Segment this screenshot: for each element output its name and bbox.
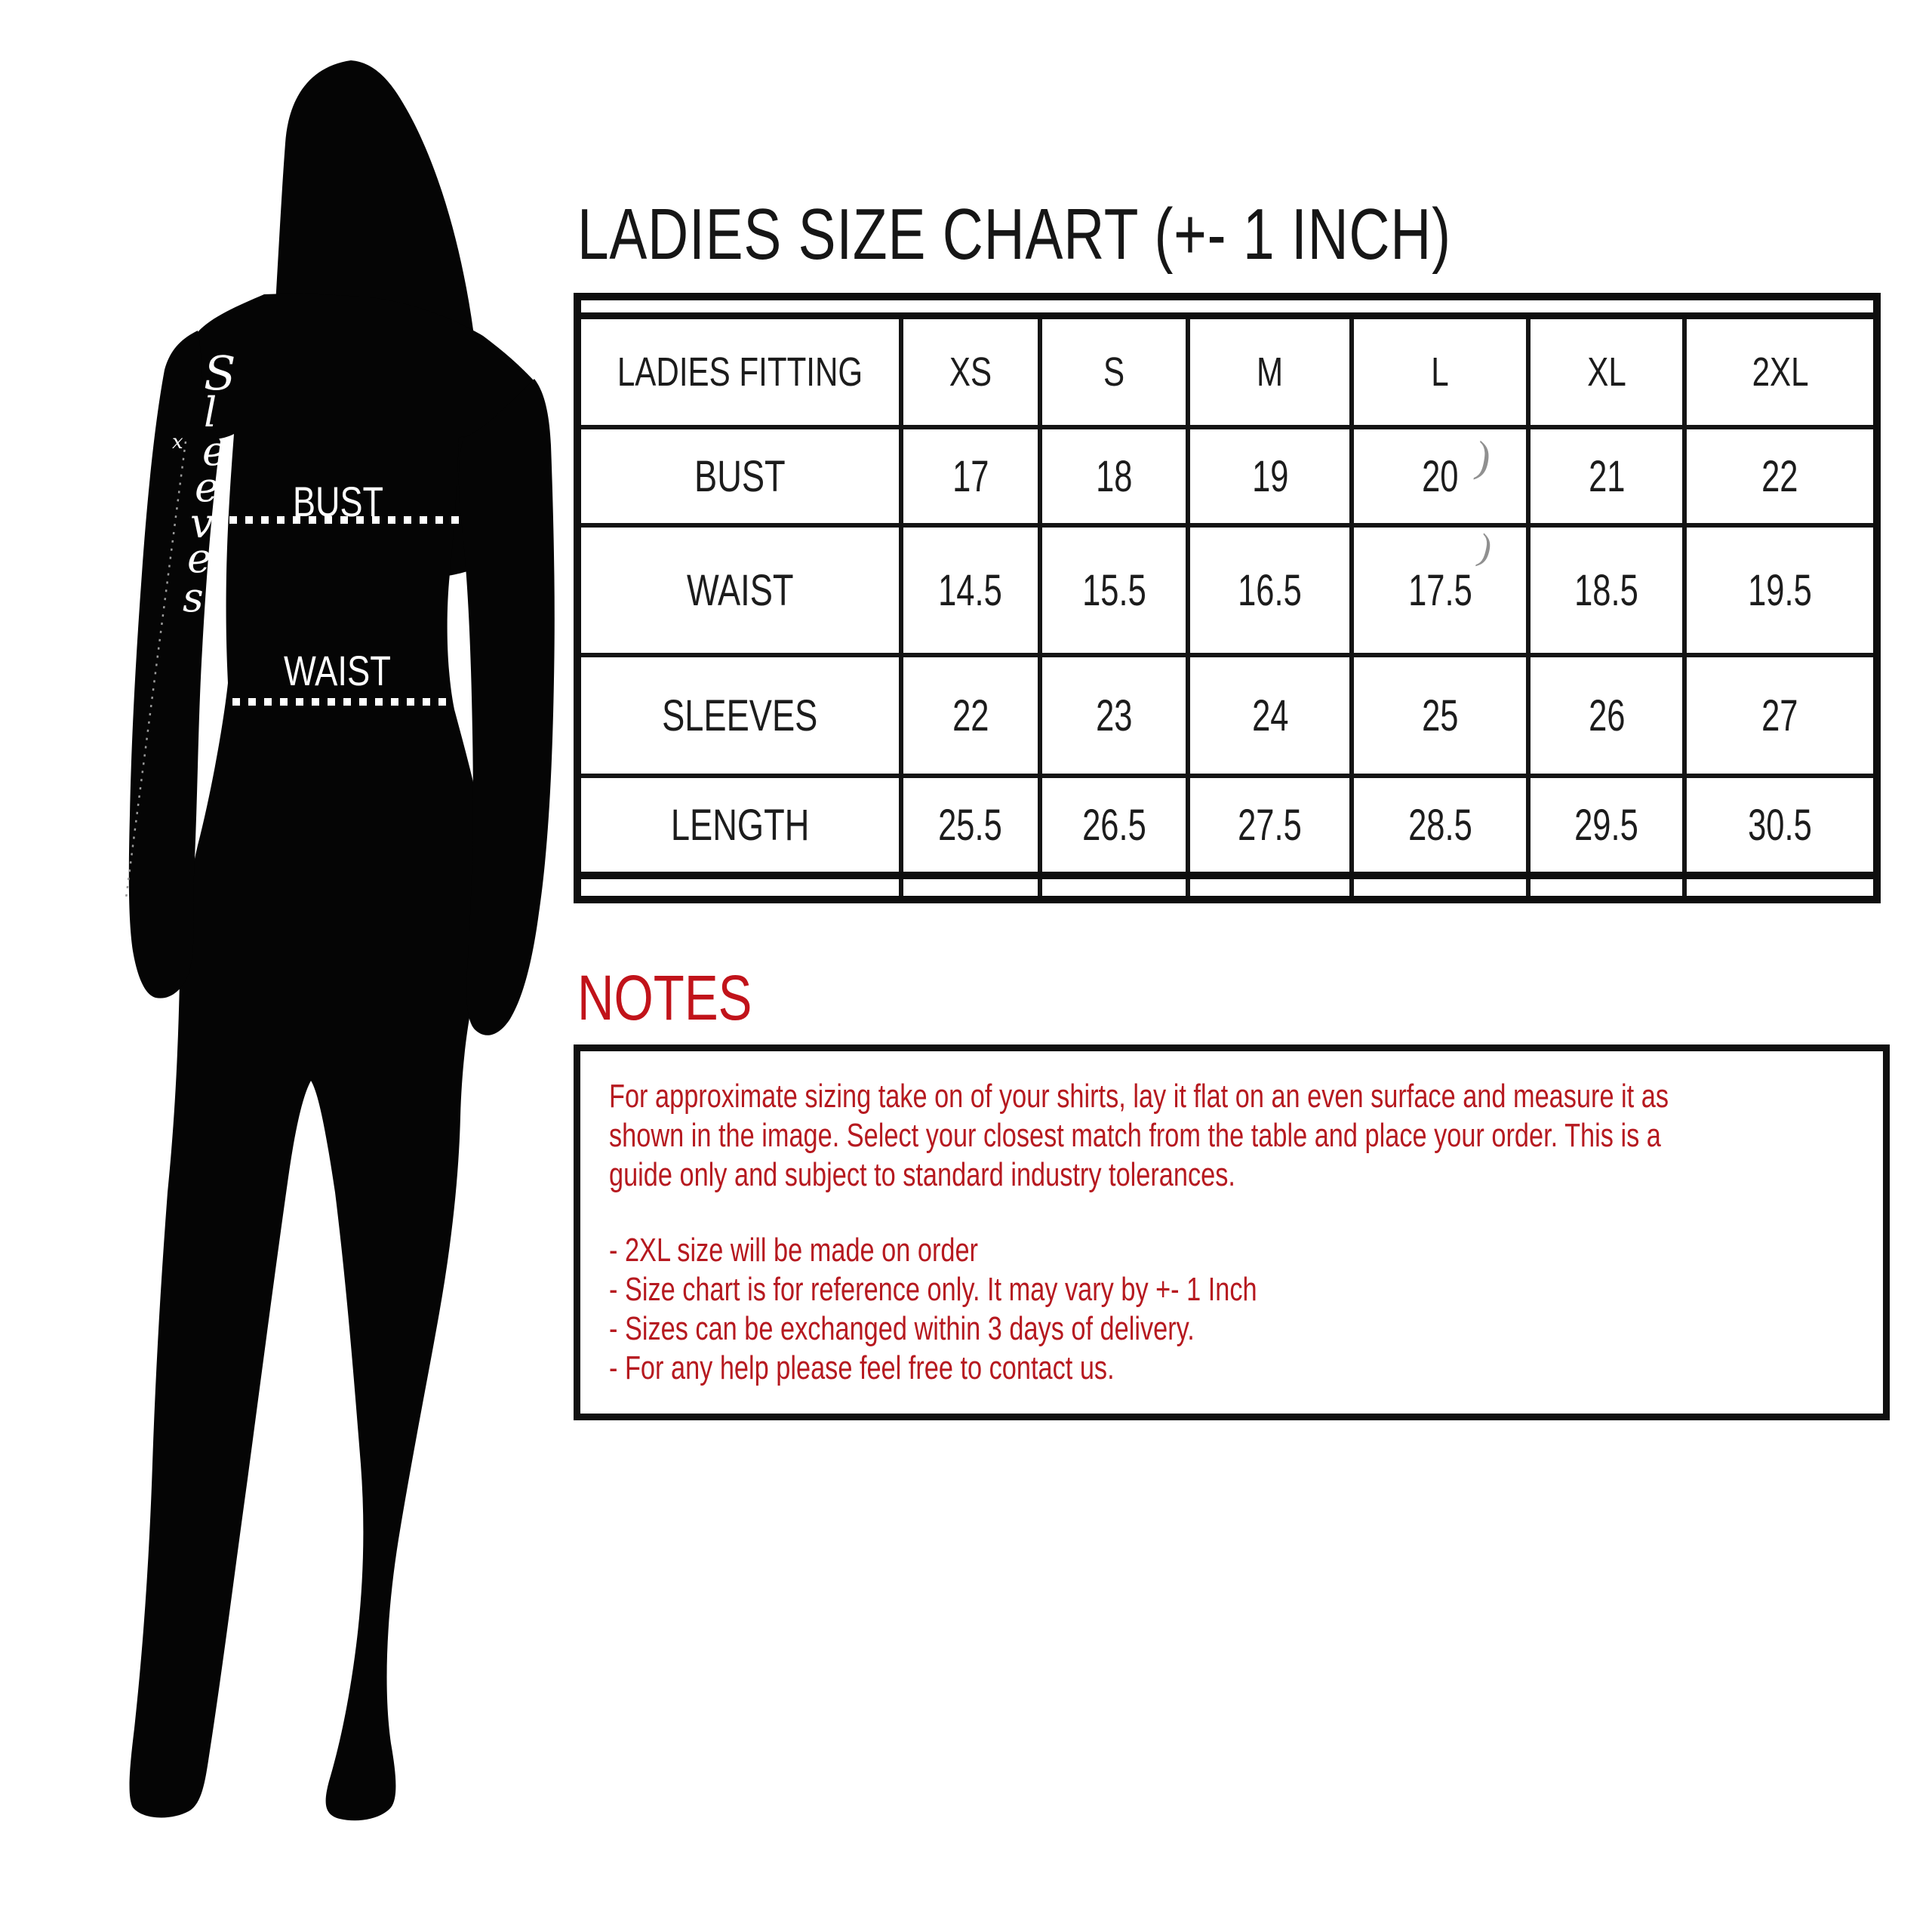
size-cell bbox=[1684, 776, 1877, 875]
col-header-label: LADIES FITTING bbox=[617, 349, 863, 395]
size-value: 25 bbox=[1422, 691, 1459, 740]
row-label-length bbox=[577, 776, 901, 875]
table-row-bust bbox=[577, 427, 1877, 525]
size-value: 26 bbox=[1588, 691, 1625, 740]
sleeve-letter: s bbox=[183, 574, 204, 621]
size-cell bbox=[1684, 655, 1877, 776]
ladies-size-table bbox=[574, 293, 1881, 903]
notes-bullet: - Sizes can be exchanged within 3 days of delivery. bbox=[609, 1310, 1195, 1347]
size-cell bbox=[1040, 525, 1188, 655]
size-cell bbox=[1352, 776, 1528, 875]
col-header-s bbox=[1040, 316, 1188, 428]
row-label: BUST bbox=[694, 451, 786, 501]
size-value: 28.5 bbox=[1408, 800, 1472, 850]
size-cell bbox=[1188, 776, 1352, 875]
sleeve-letter: e bbox=[187, 534, 211, 582]
col-header-m bbox=[1188, 316, 1352, 428]
size-cell bbox=[1040, 427, 1188, 525]
size-cell bbox=[901, 776, 1040, 875]
notes-paragraph-line: shown in the image. Select your closest match from the table and place your order. This is a bbox=[609, 1117, 1661, 1154]
size-value: 27 bbox=[1761, 691, 1798, 740]
size-cell bbox=[901, 427, 1040, 525]
notes-heading: NOTES bbox=[577, 962, 752, 1033]
notes-paragraph-line: For approximate sizing take on of your shirts, lay it flat on an even surface and measure it as bbox=[609, 1078, 1669, 1115]
col-header-fitting bbox=[577, 316, 901, 428]
size-cell bbox=[1188, 525, 1352, 655]
row-label: WAIST bbox=[686, 565, 794, 615]
size-value: 29.5 bbox=[1574, 800, 1639, 850]
size-cell bbox=[1188, 427, 1352, 525]
size-value: 22 bbox=[952, 691, 989, 740]
size-table bbox=[574, 293, 1881, 903]
size-cell bbox=[1352, 427, 1528, 525]
col-header-l bbox=[1352, 316, 1528, 428]
size-value: 24 bbox=[1251, 691, 1288, 740]
col-header-label: L bbox=[1431, 349, 1450, 395]
size-value: 19 bbox=[1251, 451, 1288, 501]
table-bottom-rule-cell bbox=[577, 875, 901, 900]
size-value: 23 bbox=[1095, 691, 1133, 740]
size-value: 15.5 bbox=[1081, 565, 1146, 615]
size-cell bbox=[1528, 776, 1684, 875]
col-header-label: 2XL bbox=[1752, 349, 1809, 395]
row-label-waist bbox=[577, 525, 901, 655]
col-header-label: XS bbox=[949, 349, 992, 395]
size-value: 14.5 bbox=[938, 565, 1003, 615]
size-cell bbox=[1528, 427, 1684, 525]
notes-paragraph bbox=[609, 1077, 1854, 1195]
size-cell bbox=[1040, 776, 1188, 875]
table-bottom-rule-cell bbox=[901, 875, 1040, 900]
size-cell bbox=[1684, 427, 1877, 525]
sleeve-letter: S bbox=[204, 346, 236, 401]
size-value: 30.5 bbox=[1748, 800, 1812, 850]
sleeve-letter: e bbox=[195, 463, 219, 511]
table-top-rule-cell bbox=[577, 297, 1877, 316]
size-value: 27.5 bbox=[1238, 800, 1303, 850]
size-cell bbox=[1352, 525, 1528, 655]
size-value: 19.5 bbox=[1748, 565, 1812, 615]
sleeve-letter: l bbox=[204, 389, 217, 436]
table-bottom-rule-cell bbox=[1684, 875, 1877, 900]
size-cell bbox=[1528, 525, 1684, 655]
table-header-row bbox=[577, 316, 1877, 428]
row-label: SLEEVES bbox=[662, 691, 818, 740]
col-header-xl bbox=[1528, 316, 1684, 428]
size-value: 18 bbox=[1095, 451, 1133, 501]
size-cell bbox=[1684, 525, 1877, 655]
table-top-rule bbox=[577, 297, 1877, 316]
notes-box bbox=[574, 1044, 1890, 1420]
size-value: 25.5 bbox=[938, 800, 1003, 850]
row-label: LENGTH bbox=[670, 800, 810, 850]
size-value: 22 bbox=[1761, 451, 1798, 501]
silhouette-right-arm bbox=[459, 379, 555, 1035]
size-cell bbox=[1040, 655, 1188, 776]
scan-smudge-artifact: ) bbox=[1474, 525, 1497, 570]
scan-smudge-artifact: ) bbox=[1472, 431, 1495, 483]
table-bottom-rule-cell bbox=[1528, 875, 1684, 900]
col-header-xs bbox=[901, 316, 1040, 428]
size-cell bbox=[901, 655, 1040, 776]
notes-bullet: - For any help please feel free to contact us. bbox=[609, 1349, 1115, 1386]
table-bottom-rule-cell bbox=[1188, 875, 1352, 900]
size-cell bbox=[1352, 655, 1528, 776]
row-label-sleeves bbox=[577, 655, 901, 776]
table-row-length bbox=[577, 776, 1877, 875]
size-value: 26.5 bbox=[1081, 800, 1146, 850]
sleeve-letter: e bbox=[202, 427, 226, 475]
page-title: LADIES SIZE CHART (+- 1 INCH) bbox=[577, 194, 1451, 275]
table-bottom-rule-cell bbox=[1352, 875, 1528, 900]
sleeve-x-mark: x bbox=[172, 431, 183, 454]
sleeve-letter: v bbox=[190, 500, 214, 547]
size-value: 17.5 bbox=[1408, 565, 1472, 615]
col-header-label: S bbox=[1103, 349, 1125, 395]
female-silhouette-figure bbox=[83, 45, 574, 1826]
notes-bullet: - 2XL size will be made on order bbox=[609, 1232, 978, 1269]
bust-label: BUST bbox=[293, 478, 383, 525]
col-header-2xl bbox=[1684, 316, 1877, 428]
col-header-label: XL bbox=[1587, 349, 1626, 395]
size-cell bbox=[901, 525, 1040, 655]
waist-label: WAIST bbox=[284, 647, 391, 694]
notes-bullet-list bbox=[609, 1231, 1854, 1388]
size-value: 17 bbox=[952, 451, 989, 501]
col-header-label: M bbox=[1257, 349, 1284, 395]
notes-paragraph-line: guide only and subject to standard industry tolerances. bbox=[609, 1156, 1235, 1193]
table-bottom-rule bbox=[577, 875, 1877, 900]
size-value: 20 bbox=[1422, 451, 1459, 501]
table-bottom-rule-cell bbox=[1040, 875, 1188, 900]
table-row-waist bbox=[577, 525, 1877, 655]
size-value: 18.5 bbox=[1574, 565, 1639, 615]
size-cell bbox=[1528, 655, 1684, 776]
row-label-bust bbox=[577, 427, 901, 525]
size-value: 16.5 bbox=[1238, 565, 1303, 615]
size-value: 21 bbox=[1588, 451, 1625, 501]
notes-bullet: - Size chart is for reference only. It may vary by +- 1 Inch bbox=[609, 1271, 1257, 1308]
size-cell bbox=[1188, 655, 1352, 776]
table-row-sleeves bbox=[577, 655, 1877, 776]
